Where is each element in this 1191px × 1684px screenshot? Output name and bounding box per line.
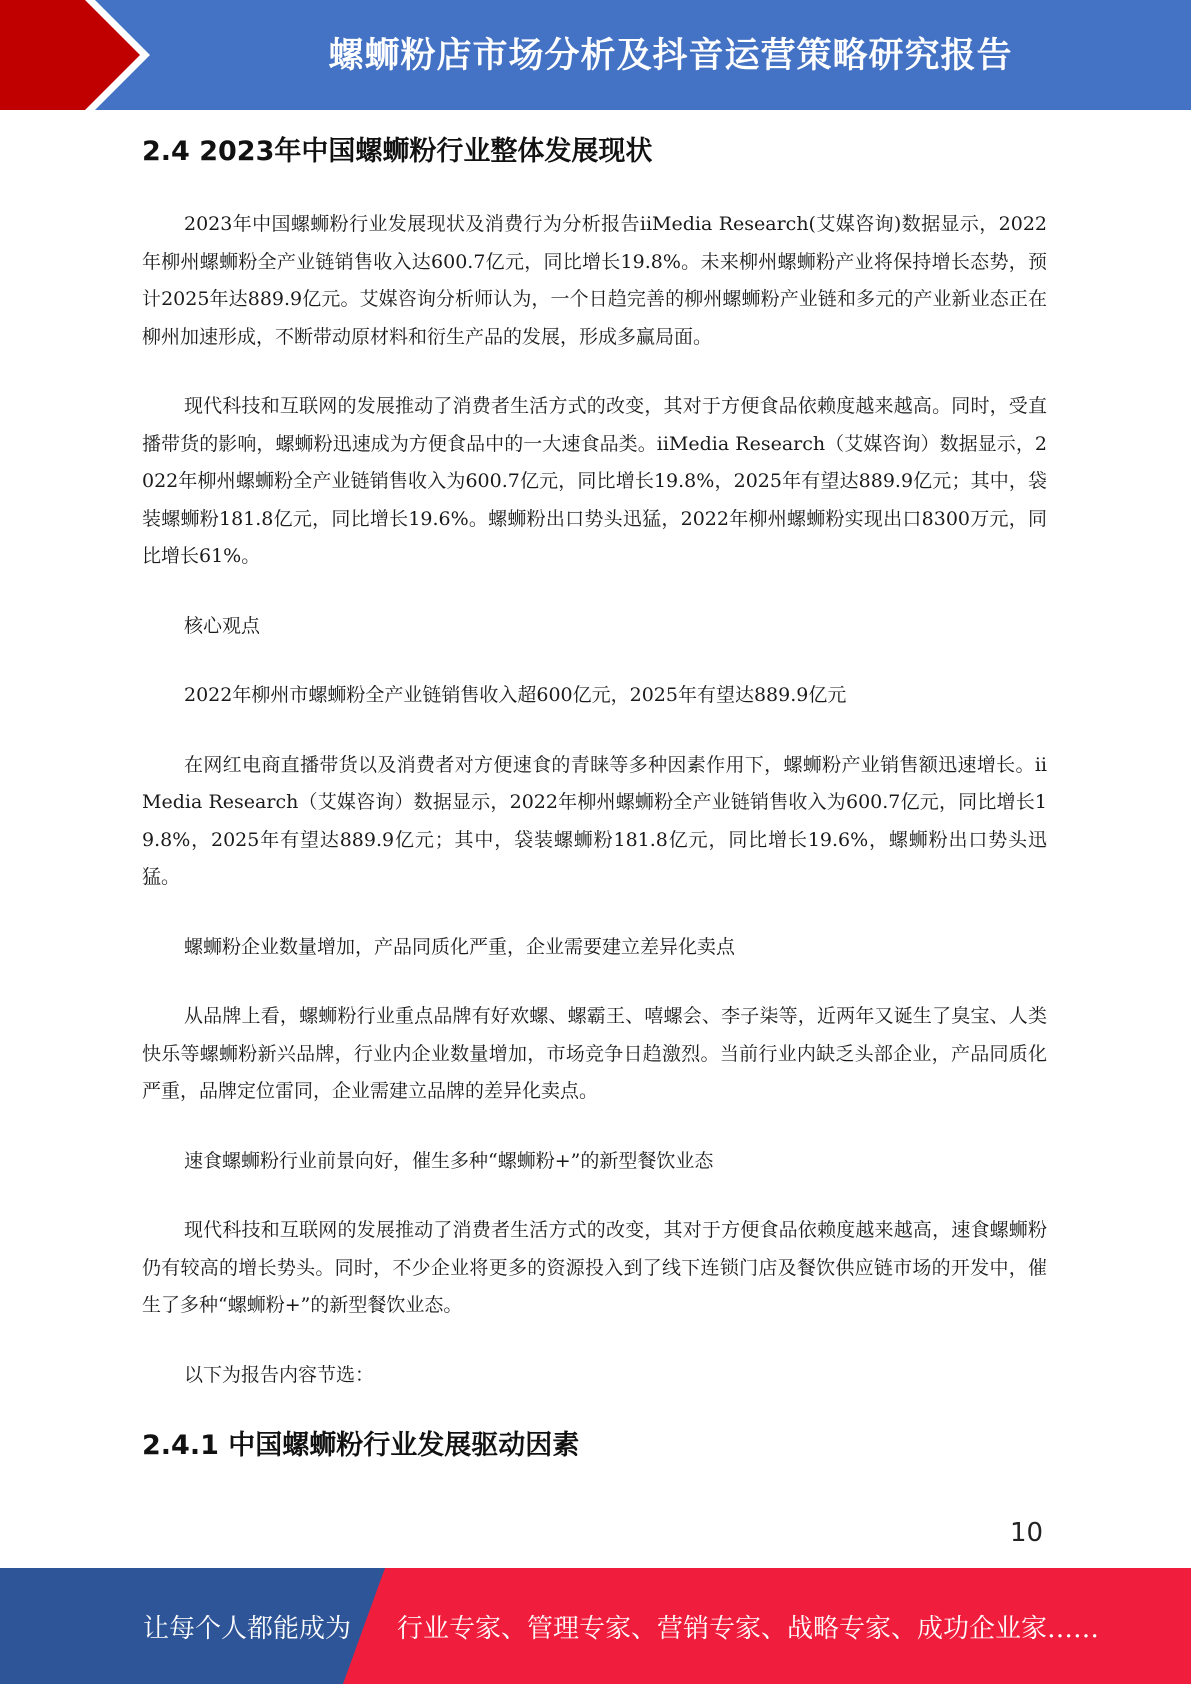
page-header [0, 0, 1191, 110]
subsection-heading: 2.4.1 中国螺蛳粉行业发展驱动因素 [142, 1430, 580, 1461]
paragraph-outlook-detail: 现代科技和互联网的发展推动了消费者生活方式的改变，其对于方便食品依赖度越来越高，速食螺蛳粉仍有较高的增长势头。同时，不少企业将更多的资源投入到了线下连锁门店及餐饮供应链市场的开发中，催生了多种“螺蛳粉+”的新型餐饮业态。 [142, 1219, 1047, 1316]
paragraph-revenue-detail: 在网红电商直播带货以及消费者对方便速食的青睐等多种因素作用下，螺蛳粉产业销售额迅速增长。iiMedia Research（艾媒咨询）数据显示，2022年柳州螺蛳粉全产业链销售收入为600.7亿元，同比增长19.8%，2025年有望达889.9亿元；其中，袋装螺蛳粉181.8亿元，同比增长19.6%，螺蛳粉出口势头迅猛。 [142, 753, 1047, 888]
page-number: 10 [1010, 1518, 1044, 1548]
footer-slogan-left: 让每个人都能成为 [143, 1614, 352, 1644]
section-heading: 2.4 2023年中国螺蛳粉行业整体发展现状 [142, 136, 653, 167]
paragraph-key-point-revenue: 2022年柳州市螺蛳粉全产业链销售收入超600亿元，2025年有望达889.9亿元 [184, 684, 847, 706]
paragraph-core-views-label: 核心观点 [184, 614, 261, 637]
footer-slogan-right: 行业专家、管理专家、营销专家、战略专家、成功企业家…… [397, 1614, 1100, 1644]
paragraph-excerpt-intro: 以下为报告内容节选： [184, 1363, 375, 1386]
paragraph-intro: 2023年中国螺蛳粉行业发展现状及消费行为分析报告iiMedia Research(艾媒咨询)数据显示，2022年柳州螺蛳粉全产业链销售收入达600.7亿元，同比增长19.8%。未来柳州螺蛳粉产业将保持增长态势，预计2025年达889.9亿元。艾媒咨询分析师认为，一个日趋完善的柳州螺蛳粉产业链和多元的产业新业态正在柳州加速形成，不断带动原材料和衍生产品的发展，形成多赢局面。 [142, 213, 1047, 348]
paragraph-brands: 从品牌上看，螺蛳粉行业重点品牌有好欢螺、螺霸王、嘻螺会、李子柒等，近两年又诞生了臭宝、人类快乐等螺蛳粉新兴品牌，行业内企业数量增加，市场竞争日趋激烈。当前行业内缺乏头部企业，产品同质化严重，品牌定位雷同，企业需建立品牌的差异化卖点。 [142, 1005, 1047, 1102]
report-title: 螺蛳粉店市场分析及抖音运营策略研究报告 [328, 36, 1013, 76]
paragraph-key-point-outlook: 速食螺蛳粉行业前景向好，催生多种“螺蛳粉+”的新型餐饮业态 [184, 1149, 714, 1172]
header-arrow-icon [0, 0, 140, 110]
paragraph-consumer-trends: 现代科技和互联网的发展推动了消费者生活方式的改变，其对于方便食品依赖度越来越高。同时，受直播带货的影响，螺蛳粉迅速成为方便食品中的一大速食品类。iiMedia Research（艾媒咨询）数据显示，2022年柳州螺蛳粉全产业链销售收入为600.7亿元，同比增长19.8%，2025年有望达889.9亿元；其中，袋装螺蛳粉181.8亿元，同比增长19.6%。螺蛳粉出口势头迅猛，2022年柳州螺蛳粉实现出口8300万元，同比增长61%。 [142, 395, 1047, 567]
paragraph-key-point-competition: 螺蛳粉企业数量增加，产品同质化严重，企业需要建立差异化卖点 [184, 935, 736, 958]
page-footer [0, 1568, 1191, 1684]
page-content [142, 128, 1047, 1466]
